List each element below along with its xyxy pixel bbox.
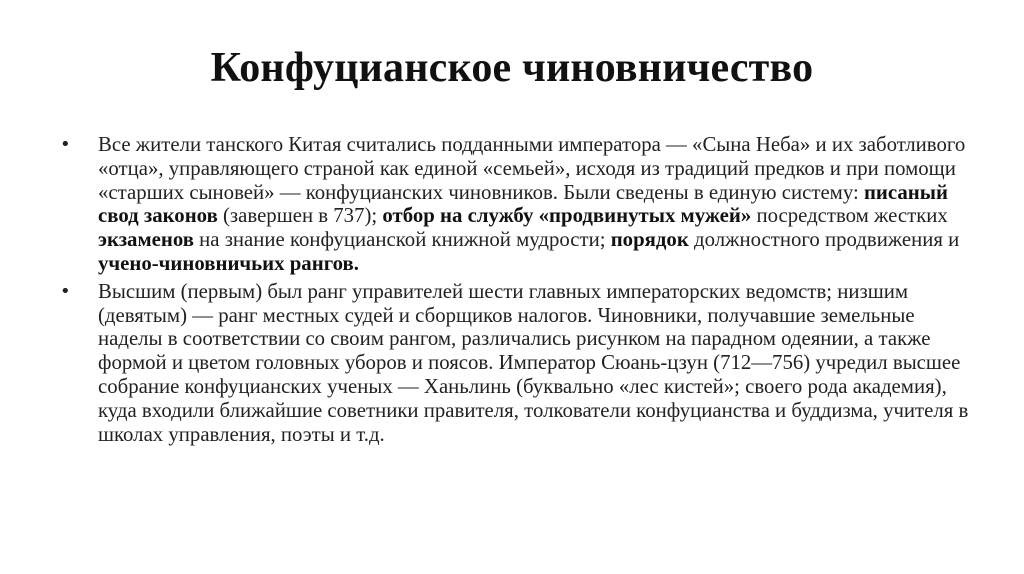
text-segment: (завершен в 737);: [217, 204, 383, 228]
bullet-text: [98, 280, 968, 446]
bold-text-segment: экзаменов: [98, 228, 194, 252]
bullet-marker: •: [60, 280, 71, 302]
bullet-item: [60, 280, 970, 447]
bullet-marker: •: [60, 134, 71, 155]
slide-title: Конфуцианское чиновничество: [210, 45, 814, 91]
bold-text-segment: порядок: [610, 228, 689, 252]
text-segment: посредством жестких: [751, 204, 948, 228]
text-segment: Все жители танского Китая считались подданными императора — «Сына Неба» и их заботливого «отца», управляющего страной как единой «семьей», исходя из традиций предков и при помощи «старших сыновей» — конфуцианских чиновников. Были сведены в единую систему:: [98, 133, 966, 204]
text-segment: должностного продвижения и: [688, 228, 960, 252]
bullet-list: [60, 133, 970, 450]
text-segment: Высшим (первым) был ранг управителей шести главных императорских ведомств; низшим (девятым) — ранг местных судей и сборщиков налогов. Чиновники, получавшие земельные наделы в соответствии со своим рангом, различались рисунком на парадном одеянии, а также формой и цветом головных уборов и поясов. Император Сюань-цзун (712—756) учредил высшее собрание конфуцианских ученых — Ханьлинь (буквально «лес кистей»; своего рода академия), куда входили ближайшие советники правителя, толкователи конфуцианства и буддизма, учителя в школах управления, поэты и т.д.: [98, 279, 969, 446]
bullet-text: [98, 133, 965, 275]
bold-text-segment: отбор на службу «продвинутых мужей»: [382, 204, 752, 228]
text-segment: на знание конфуцианской книжной мудрости;: [193, 228, 611, 252]
bullet-item: [60, 133, 970, 276]
bold-text-segment: писаный свод законов: [98, 180, 949, 228]
bold-text-segment: учено-чиновничьих рангов.: [98, 251, 359, 275]
